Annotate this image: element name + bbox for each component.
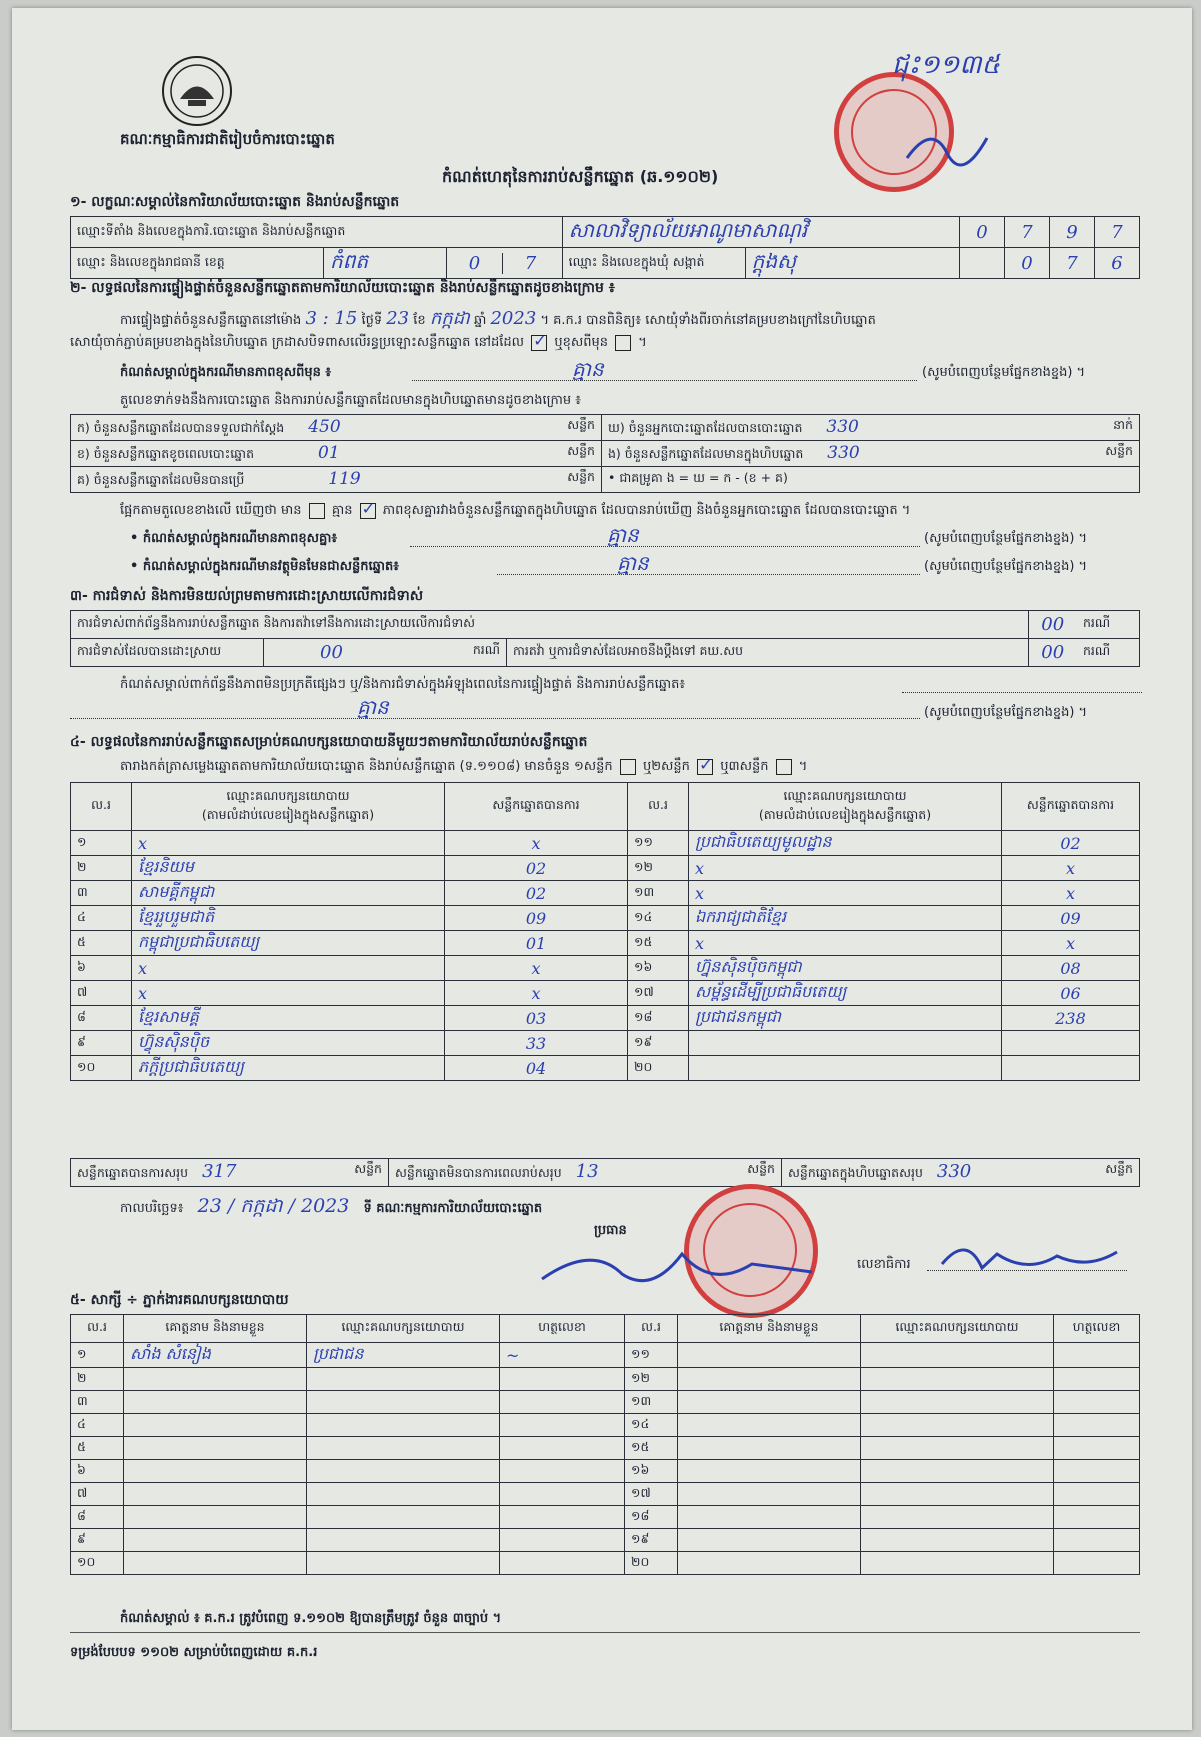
object-value: គ្មាន: [617, 551, 649, 575]
witness-number: ២០: [625, 1552, 678, 1575]
party-number: ១៥: [628, 931, 689, 956]
party-votes: x: [445, 981, 628, 1006]
party-number: ៦: [71, 956, 132, 981]
party-number: ៤: [71, 906, 132, 931]
party-number: ៧: [71, 981, 132, 1006]
witness-number: ១៣: [625, 1391, 678, 1414]
witness-name: [124, 1368, 307, 1391]
witness-number: ៣: [71, 1391, 124, 1414]
party-number: ១៤: [628, 906, 689, 931]
form-title: កំណត់ហេតុនៃការរាប់សន្លឹកឆ្នោត (ឆ.១១០២): [442, 167, 719, 186]
witness-party: [861, 1391, 1054, 1414]
witness-party: ប្រជាជន: [307, 1343, 500, 1368]
witness-party: [861, 1414, 1054, 1437]
party-number: ១១: [628, 831, 689, 856]
witness-name: [678, 1552, 861, 1575]
witness-name: [124, 1391, 307, 1414]
objections-label: ការជំទាស់ពាក់ព័ន្ធនឹងការរាប់សន្លឹកឆ្នោត និងការតវ៉ាទៅនឹងការដោះស្រាយលើការជំទាស់: [71, 611, 1029, 639]
witness-signature: ~: [500, 1343, 625, 1368]
witness-name: [124, 1529, 307, 1552]
appeal-label: ការតវ៉ា ឬការជំទាស់ដែលអាចនឹងប្ដឹងទៅ គឃ.សប: [507, 639, 1029, 667]
verification-line1: ការផ្ទៀងផ្ទាត់ចំនួនសន្លឹកឆ្នោតនៅម៉ោង 3 : 15 ថ្ងៃទី 23 ខែ កក្កដា ឆ្នាំ 2023 ។ គ.ក.រ បានពិនិត្យ៖ សោយុំទាំងពីរចាក់នៅគម្របខាងក្រៅនៃហិបឆ្នោត: [120, 308, 876, 329]
totals-table: [70, 1158, 1140, 1187]
party-name: x: [689, 856, 1002, 881]
irregularity-note: កំណត់សម្គាល់ពាក់ព័ន្ធនឹងភាពមិនប្រក្រតីផ្សេងៗ ឬ/និងការជំទាស់ក្នុងអំឡុងពេលនៃការផ្ទៀងផ្ទាត់ និងការរាប់សន្លឹកឆ្នោត៖: [120, 677, 686, 692]
province-label: ឈ្មោះ និងលេខក្នុងរាជធានី ខេត្ត: [71, 248, 324, 279]
witness-party: [861, 1529, 1054, 1552]
voters-voted: ឃ) ចំនួនអ្នកបោះឆ្នោតដែលបានបោះឆ្នោត 330 នាក់: [602, 415, 1140, 441]
party-number: ១០: [71, 1056, 132, 1081]
party-name: ខ្មែរសាមគ្គី: [132, 1006, 445, 1031]
witness-table: ល.រ គោត្តនាម និងនាមខ្លួន ឈ្មោះគណបក្សនយោបាយ ហត្ថលេខា ល.រ គោត្តនាម និងនាមខ្លួន ឈ្មោះគណបក្សនយោបាយ ហត្ថលេខា ១ សាំង សំនៀង ប្រជាជន ~ ១១ ២ ១២ ៣ ១៣ ៤ ១៤ ៥ ១៥ ៦ ១៦ ៧ ១៧ ៨ ១៨ ៩ ១៩ ១០ ២០: [70, 1314, 1140, 1575]
witness-row: [71, 1483, 1140, 1506]
witness-row: [71, 1343, 1140, 1368]
has-difference-checkbox[interactable]: [309, 503, 325, 519]
witness-party: [307, 1552, 500, 1575]
party-number: ១: [71, 831, 132, 856]
witness-signature: [1054, 1368, 1140, 1391]
witness-row: [71, 1460, 1140, 1483]
party-name: ឯករាជ្យជាតិខ្មែរ: [689, 906, 1002, 931]
witness-party: [307, 1414, 500, 1437]
party-votes: [1002, 1056, 1140, 1081]
two-sheets-checkbox[interactable]: [697, 759, 713, 775]
signature-top: [902, 118, 992, 178]
party-name: x: [689, 881, 1002, 906]
witness-signature: [500, 1552, 625, 1575]
witness-signature: [1054, 1506, 1140, 1529]
result-row: [71, 931, 1140, 956]
party-number: ១៧: [628, 981, 689, 1006]
witness-name: [678, 1368, 861, 1391]
compare-line: ផ្អែកតាមតួលេខខាងលើ ឃើញថា មាន គ្មាន ✓ ភាពខុសគ្នារវាងចំនួនសន្លឹកឆ្នោតក្នុងហិបឆ្នោត ដែលបានរាប់ឃើញ និងចំនួនអ្នកបោះឆ្នោត ដែលបានបោះឆ្នោត ។: [120, 502, 910, 521]
party-number: ១៩: [628, 1031, 689, 1056]
witness-party: [861, 1368, 1054, 1391]
party-number: ៣: [71, 881, 132, 906]
section5-heading: ៥- សាក្សី ÷ ភ្នាក់ងារគណបក្សនយោបាយ: [70, 1292, 289, 1308]
party-number: ១៦: [628, 956, 689, 981]
witness-number: ២: [71, 1368, 124, 1391]
witness-party: [307, 1483, 500, 1506]
chair-signature: [532, 1234, 822, 1304]
date-line: កាលបរិច្ឆេទ៖ 23 / កក្កដា / 2023 ទី គណៈកម្មការការិយាល័យបោះឆ្នោត: [120, 1195, 543, 1217]
party-name: ខ្មែរនិយម: [132, 856, 445, 881]
party-name: x: [689, 931, 1002, 956]
witness-name: [678, 1343, 861, 1368]
witness-party: [861, 1506, 1054, 1529]
party-votes: 09: [445, 906, 628, 931]
corner-handwritten-note: ជុះ១១៣៥: [892, 50, 1000, 80]
objections-table: ការជំទាស់ពាក់ព័ន្ធនឹងការរាប់សន្លឹកឆ្នោត និងការតវ៉ាទៅនឹងការដោះស្រាយលើការជំទាស់ 00 ករណី ការជំទាស់ដែលបានដោះស្រាយ 00 ករណី ការតវ៉ា ឬការជំទាស់ដែលអាចនឹងប្ដឹងទៅ គឃ.សប 00 ករណី: [70, 610, 1140, 667]
party-votes: 03: [445, 1006, 628, 1031]
witness-signature: [500, 1529, 625, 1552]
witness-number: ៩: [71, 1529, 124, 1552]
one-sheet-checkbox[interactable]: [620, 759, 636, 775]
witness-number: ៤: [71, 1414, 124, 1437]
ballots-in-box: ង) ចំនួនសន្លឹកឆ្នោតដែលមានក្នុងហិបឆ្នោត 330 សន្លឹក: [602, 441, 1140, 467]
witness-name: [124, 1506, 307, 1529]
changed-checkbox[interactable]: [615, 335, 631, 351]
party-votes: 01: [445, 931, 628, 956]
witness-party: [307, 1368, 500, 1391]
party-name: ហ៊្វុនស៊ិនប៉ិច: [132, 1031, 445, 1056]
object-hint: (សូមបំពេញបន្ថែមផ្នែកខាងខ្នង) ។: [924, 559, 1088, 574]
total-invalid: សន្លឹកឆ្នោតមិនបានការពេលរាប់សរុប 13 សន្លឹក: [389, 1159, 782, 1187]
witness-signature: [500, 1483, 625, 1506]
witness-number: ១៩: [625, 1529, 678, 1552]
appeal-value: 00: [1028, 639, 1077, 667]
province-value: កំពត: [324, 248, 447, 279]
unused-ballots: គ) ចំនួនសន្លឹកឆ្នោតដែលមិនបានប្រើ 119 សន្លឹក: [71, 467, 602, 493]
diff-label: • កំណត់សម្គាល់ក្នុងករណីមានភាពខុសគ្នា៖: [130, 531, 338, 546]
witness-row: [71, 1529, 1140, 1552]
party-votes: x: [1002, 931, 1140, 956]
witness-number: ១៤: [625, 1414, 678, 1437]
witness-name: [678, 1460, 861, 1483]
party-votes: x: [445, 831, 628, 856]
party-votes: 06: [1002, 981, 1140, 1006]
party-number: ៥: [71, 931, 132, 956]
location-digit: 0: [960, 217, 1005, 248]
witness-signature: [500, 1437, 625, 1460]
irregularity-value: គ្មាន: [357, 695, 389, 719]
witness-number: ១២: [625, 1368, 678, 1391]
witness-party: [307, 1437, 500, 1460]
party-votes: 08: [1002, 956, 1140, 981]
witness-party: [307, 1506, 500, 1529]
form-reference: ទម្រង់បែបបទ ១១០២ សម្រាប់បំពេញដោយ គ.ក.រ: [70, 1645, 318, 1660]
witness-name: សាំង សំនៀង: [124, 1343, 307, 1368]
party-number: ២០: [628, 1056, 689, 1081]
party-number: ១៨: [628, 1006, 689, 1031]
witness-party: [307, 1391, 500, 1414]
witness-name: [124, 1483, 307, 1506]
witness-signature: [1054, 1552, 1140, 1575]
party-name: សម្ព័ន្ធដើម្បីប្រជាធិបតេយ្យ: [689, 981, 1002, 1006]
witness-number: ៧: [71, 1483, 124, 1506]
witness-number: ៨: [71, 1506, 124, 1529]
party-name: [689, 1031, 1002, 1056]
witness-number: ១៧: [625, 1483, 678, 1506]
nec-emblem-icon: [160, 54, 234, 128]
formula: • ជាគម្រូគា ង = ឃ = ក - (ខ + គ): [602, 467, 1140, 493]
witness-name: [124, 1437, 307, 1460]
party-name: ខ្មែររួបរួមជាតិ: [132, 906, 445, 931]
result-row: [71, 981, 1140, 1006]
diff-value: គ្មាន: [607, 523, 639, 547]
witness-signature: [500, 1391, 625, 1414]
witness-party: [861, 1483, 1054, 1506]
witness-party: [861, 1552, 1054, 1575]
irregularity-hint: (សូមបំពេញបន្ថែមផ្នែកខាងខ្នង) ។: [924, 705, 1088, 720]
secretary-signature: [937, 1234, 1127, 1278]
spoiled-ballots: ខ) ចំនួនសន្លឹកឆ្នោតខូចពេលបោះឆ្នោត 01 សន្លឹក: [71, 441, 602, 467]
party-votes: 02: [445, 881, 628, 906]
commune-digit: 7: [1050, 248, 1095, 279]
witness-signature: [1054, 1483, 1140, 1506]
witness-number: ៦: [71, 1460, 124, 1483]
result-row: [71, 1056, 1140, 1081]
witness-name: [678, 1437, 861, 1460]
party-name: ហ្វ៊ុនស៊ិនប៉ិចកម្ពុជា: [689, 956, 1002, 981]
witness-name: [678, 1529, 861, 1552]
figures-table: [70, 414, 1140, 493]
witness-row: [71, 1437, 1140, 1460]
party-name: x: [132, 831, 445, 856]
result-row: [71, 831, 1140, 856]
result-row: [71, 856, 1140, 881]
party-name: កម្ពុជាប្រជាធិបតេយ្យ: [132, 931, 445, 956]
section1-heading: ១- លក្ខណៈសម្គាល់នៃការិយាល័យបោះឆ្នោត និងរាប់សន្លឹកឆ្នោត: [70, 194, 400, 210]
note-label: កំណត់សម្គាល់ក្នុងករណីមានភាពខុសពីមុន ៖: [120, 365, 332, 380]
location-digit: 7: [1005, 217, 1050, 248]
section3-heading: ៣- ការជំទាស់ និងការមិនយល់ព្រមតាមការដោះស្រាយលើការជំទាស់: [70, 588, 424, 604]
party-number: ១៣: [628, 881, 689, 906]
party-name: ភក្ដីប្រជាធិបតេយ្យ: [132, 1056, 445, 1081]
note-value: គ្មាន: [572, 357, 604, 381]
secretary-label: លេខាធិការ: [857, 1257, 911, 1272]
party-number: ៩: [71, 1031, 132, 1056]
object-label: • កំណត់សម្គាល់ក្នុងករណីមានវត្ថុមិនមែនជាសន្លឹកឆ្នោត៖: [130, 559, 399, 574]
witness-row: [71, 1506, 1140, 1529]
party-name: [689, 1056, 1002, 1081]
note-hint: (សូមបំពេញបន្ថែមផ្នែកខាងខ្នង) ។: [922, 365, 1086, 380]
objections-value: 00: [1028, 611, 1077, 639]
location-label: ឈ្មោះទីតាំង និងលេខក្នុងការិ.បោះឆ្នោត និងរាប់សន្លឹកឆ្នោត: [71, 217, 563, 248]
witness-number: ៥: [71, 1437, 124, 1460]
witness-number: ១៥: [625, 1437, 678, 1460]
witness-signature: [500, 1414, 625, 1437]
witness-signature: [1054, 1529, 1140, 1552]
result-row: [71, 1031, 1140, 1056]
witness-party: [861, 1343, 1054, 1368]
party-name: x: [132, 956, 445, 981]
party-votes: x: [1002, 856, 1140, 881]
witness-signature: [1054, 1391, 1140, 1414]
witness-name: [678, 1483, 861, 1506]
witness-name: [124, 1460, 307, 1483]
witness-party: [307, 1460, 500, 1483]
commune-value: ក្ដុងសុ: [745, 248, 959, 279]
party-votes: x: [445, 956, 628, 981]
witness-name: [124, 1414, 307, 1437]
witness-party: [307, 1529, 500, 1552]
party-number: ១២: [628, 856, 689, 881]
unchanged-checkbox[interactable]: [531, 335, 547, 351]
witness-name: [678, 1391, 861, 1414]
witness-row: [71, 1552, 1140, 1575]
party-votes: [1002, 1031, 1140, 1056]
party-votes: 09: [1002, 906, 1140, 931]
result-row: [71, 906, 1140, 931]
party-votes: 33: [445, 1031, 628, 1056]
province-digit: 0: [468, 252, 481, 274]
commune-label: ឈ្មោះ និងលេខក្នុងឃុំ សង្កាត់: [562, 248, 745, 279]
province-digit: 7: [502, 253, 558, 274]
witness-row: [71, 1391, 1140, 1414]
resolved-label: ការជំទាស់ដែលបានដោះស្រាយ: [71, 639, 264, 667]
no-difference-checkbox[interactable]: [360, 503, 376, 519]
party-number: ២: [71, 856, 132, 881]
witness-signature: [1054, 1343, 1140, 1368]
witness-number: ១០: [71, 1552, 124, 1575]
result-row: [71, 1006, 1140, 1031]
chair-label: ប្រធាន: [594, 1223, 627, 1238]
witness-signature: [1054, 1414, 1140, 1437]
verification-line2: សោយុំចាក់ភ្ជាប់គម្របខាងក្នុងនៃហិបឆ្នោត ក្រដាសបិទពាសលើរន្ធប្រឡោះសន្លឹកឆ្នោត នៅដដែល ✓ ឬខុសពីមុន ។: [70, 334, 647, 353]
party-votes: x: [1002, 881, 1140, 906]
witness-number: ១១: [625, 1343, 678, 1368]
commune-digit: 6: [1095, 248, 1140, 279]
witness-name: [678, 1414, 861, 1437]
figures-intro: តួលេខទាក់ទងនឹងការបោះឆ្នោត និងការរាប់សន្លឹកឆ្នោតដែលមានក្នុងហិបឆ្នោតមានដូចខាងក្រោម ៖: [120, 393, 581, 408]
witness-name: [124, 1552, 307, 1575]
party-name: ប្រជាជនកម្ពុជា: [689, 1006, 1002, 1031]
witness-name: [678, 1506, 861, 1529]
location-digit: 9: [1050, 217, 1095, 248]
section2-heading: ២- លទ្ធផលនៃការផ្ទៀងផ្ទាត់ចំនួនសន្លឹកឆ្នោតតាមការិយាល័យបោះឆ្នោត និងរាប់សន្លឹកឆ្នោតដូចខាងក្រោម ៖: [70, 280, 615, 296]
witness-signature: [500, 1506, 625, 1529]
diff-hint: (សូមបំពេញបន្ថែមផ្នែកខាងខ្នង) ។: [924, 531, 1088, 546]
tally-sheets-line: តារាងកត់ត្រាសម្លេងឆ្នោតតាមការិយាល័យបោះឆ្នោត និងរាប់សន្លឹកឆ្នោត (ទ.១១០៨) មានចំនួន ១សន្លឹក ឬ២សន្លឹក ✓ ឬ៣សន្លឹក ។: [120, 758, 807, 777]
witness-signature: [1054, 1437, 1140, 1460]
witness-signature: [1054, 1460, 1140, 1483]
witness-number: ១៨: [625, 1506, 678, 1529]
total-valid: សន្លឹកឆ្នោតបានការសរុប 317 សន្លឹក: [71, 1159, 389, 1187]
party-name: ប្រជាធិបតេយ្យមូលដ្ឋាន: [689, 831, 1002, 856]
party-votes: 04: [445, 1056, 628, 1081]
witness-signature: [500, 1368, 625, 1391]
witness-number: ១: [71, 1343, 124, 1368]
witness-row: [71, 1414, 1140, 1437]
party-number: ៨: [71, 1006, 132, 1031]
witness-party: [861, 1460, 1054, 1483]
org-name: គណៈកម្មាធិការជាតិរៀបចំការបោះឆ្នោត: [120, 130, 335, 148]
party-votes: 238: [1002, 1006, 1140, 1031]
three-sheets-checkbox[interactable]: [776, 759, 792, 775]
result-row: [71, 956, 1140, 981]
party-name: x: [132, 981, 445, 1006]
witness-signature: [500, 1460, 625, 1483]
location-table: [70, 216, 1140, 279]
received-ballots: ក) ចំនួនសន្លឹកឆ្នោតដែលបានទទួលជាក់ស្ដែង 450 សន្លឹក: [71, 415, 602, 441]
footer-note: កំណត់សម្គាល់ ៖ គ.ក.រ ត្រូវបំពេញ ទ.១១០២ ឱ្យបានត្រឹមត្រូវ ចំនួន ៣ច្បាប់ ។: [120, 1611, 502, 1626]
form-sheet: [12, 8, 1192, 1730]
location-digit: 7: [1095, 217, 1140, 248]
total-in-box: សន្លឹកឆ្នោតក្នុងហិបឆ្នោតសរុប 330 សន្លឹក: [782, 1159, 1140, 1187]
party-name: សាមគ្គីកម្ពុជា: [132, 881, 445, 906]
location-value: សាលាវិទ្យាល័យអាណូមាសាណុវិ: [562, 217, 959, 248]
results-table: ល.រ ឈ្មោះគណបក្សនយោបាយ (តាមលំដាប់លេខរៀងក្នុងសន្លឹកឆ្នោត) សន្លឹកឆ្នោតបានការ ល.រ ឈ្មោះគណបក្សនយោបាយ (តាមលំដាប់លេខរៀងក្នុងសន្លឹកឆ្នោត) សន្លឹកឆ្នោតបានការ ១ x x ១១ ប្រជាធិបតេយ្យមូលដ្ឋាន 02 ២ ខ្មែរនិយម 02 ១២ x x ៣ សាមគ្គីកម្ពុជា 02 ១៣ x x ៤ ខ្មែររួបរួមជាតិ 09 ១៤ ឯករាជ្យជាតិខ្មែរ 09 ៥ កម្ពុជាប្រជាធិបតេយ្យ 01 ១៥ x x ៦ x x ១៦ ហ្វ៊ុនស៊ិនប៉ិចកម្ពុជា 08 ៧ x x ១៧ សម្ព័ន្ធដើម្បីប្រជាធិបតេយ្យ 06 ៨ ខ្មែរសាមគ្គី 03 ១៨ ប្រជាជនកម្ពុជា 238 ៩ ហ៊្វុនស៊ិនប៉ិច 33 ១៩ ១០ ភក្ដីប្រជាធិបតេយ្យ 04 ២០: [70, 782, 1140, 1081]
party-votes: 02: [445, 856, 628, 881]
section4-heading: ៤- លទ្ធផលនៃការរាប់សន្លឹកឆ្នោតសម្រាប់គណបក្សនយោបាយនីមួយៗតាមការិយាល័យរាប់សន្លឹកឆ្នោត: [70, 734, 588, 750]
witness-row: [71, 1368, 1140, 1391]
resolved-value: 00 ករណី: [264, 639, 507, 667]
witness-number: ១៦: [625, 1460, 678, 1483]
witness-party: [861, 1437, 1054, 1460]
commune-digit: 0: [1005, 248, 1050, 279]
party-votes: 02: [1002, 831, 1140, 856]
result-row: [71, 881, 1140, 906]
